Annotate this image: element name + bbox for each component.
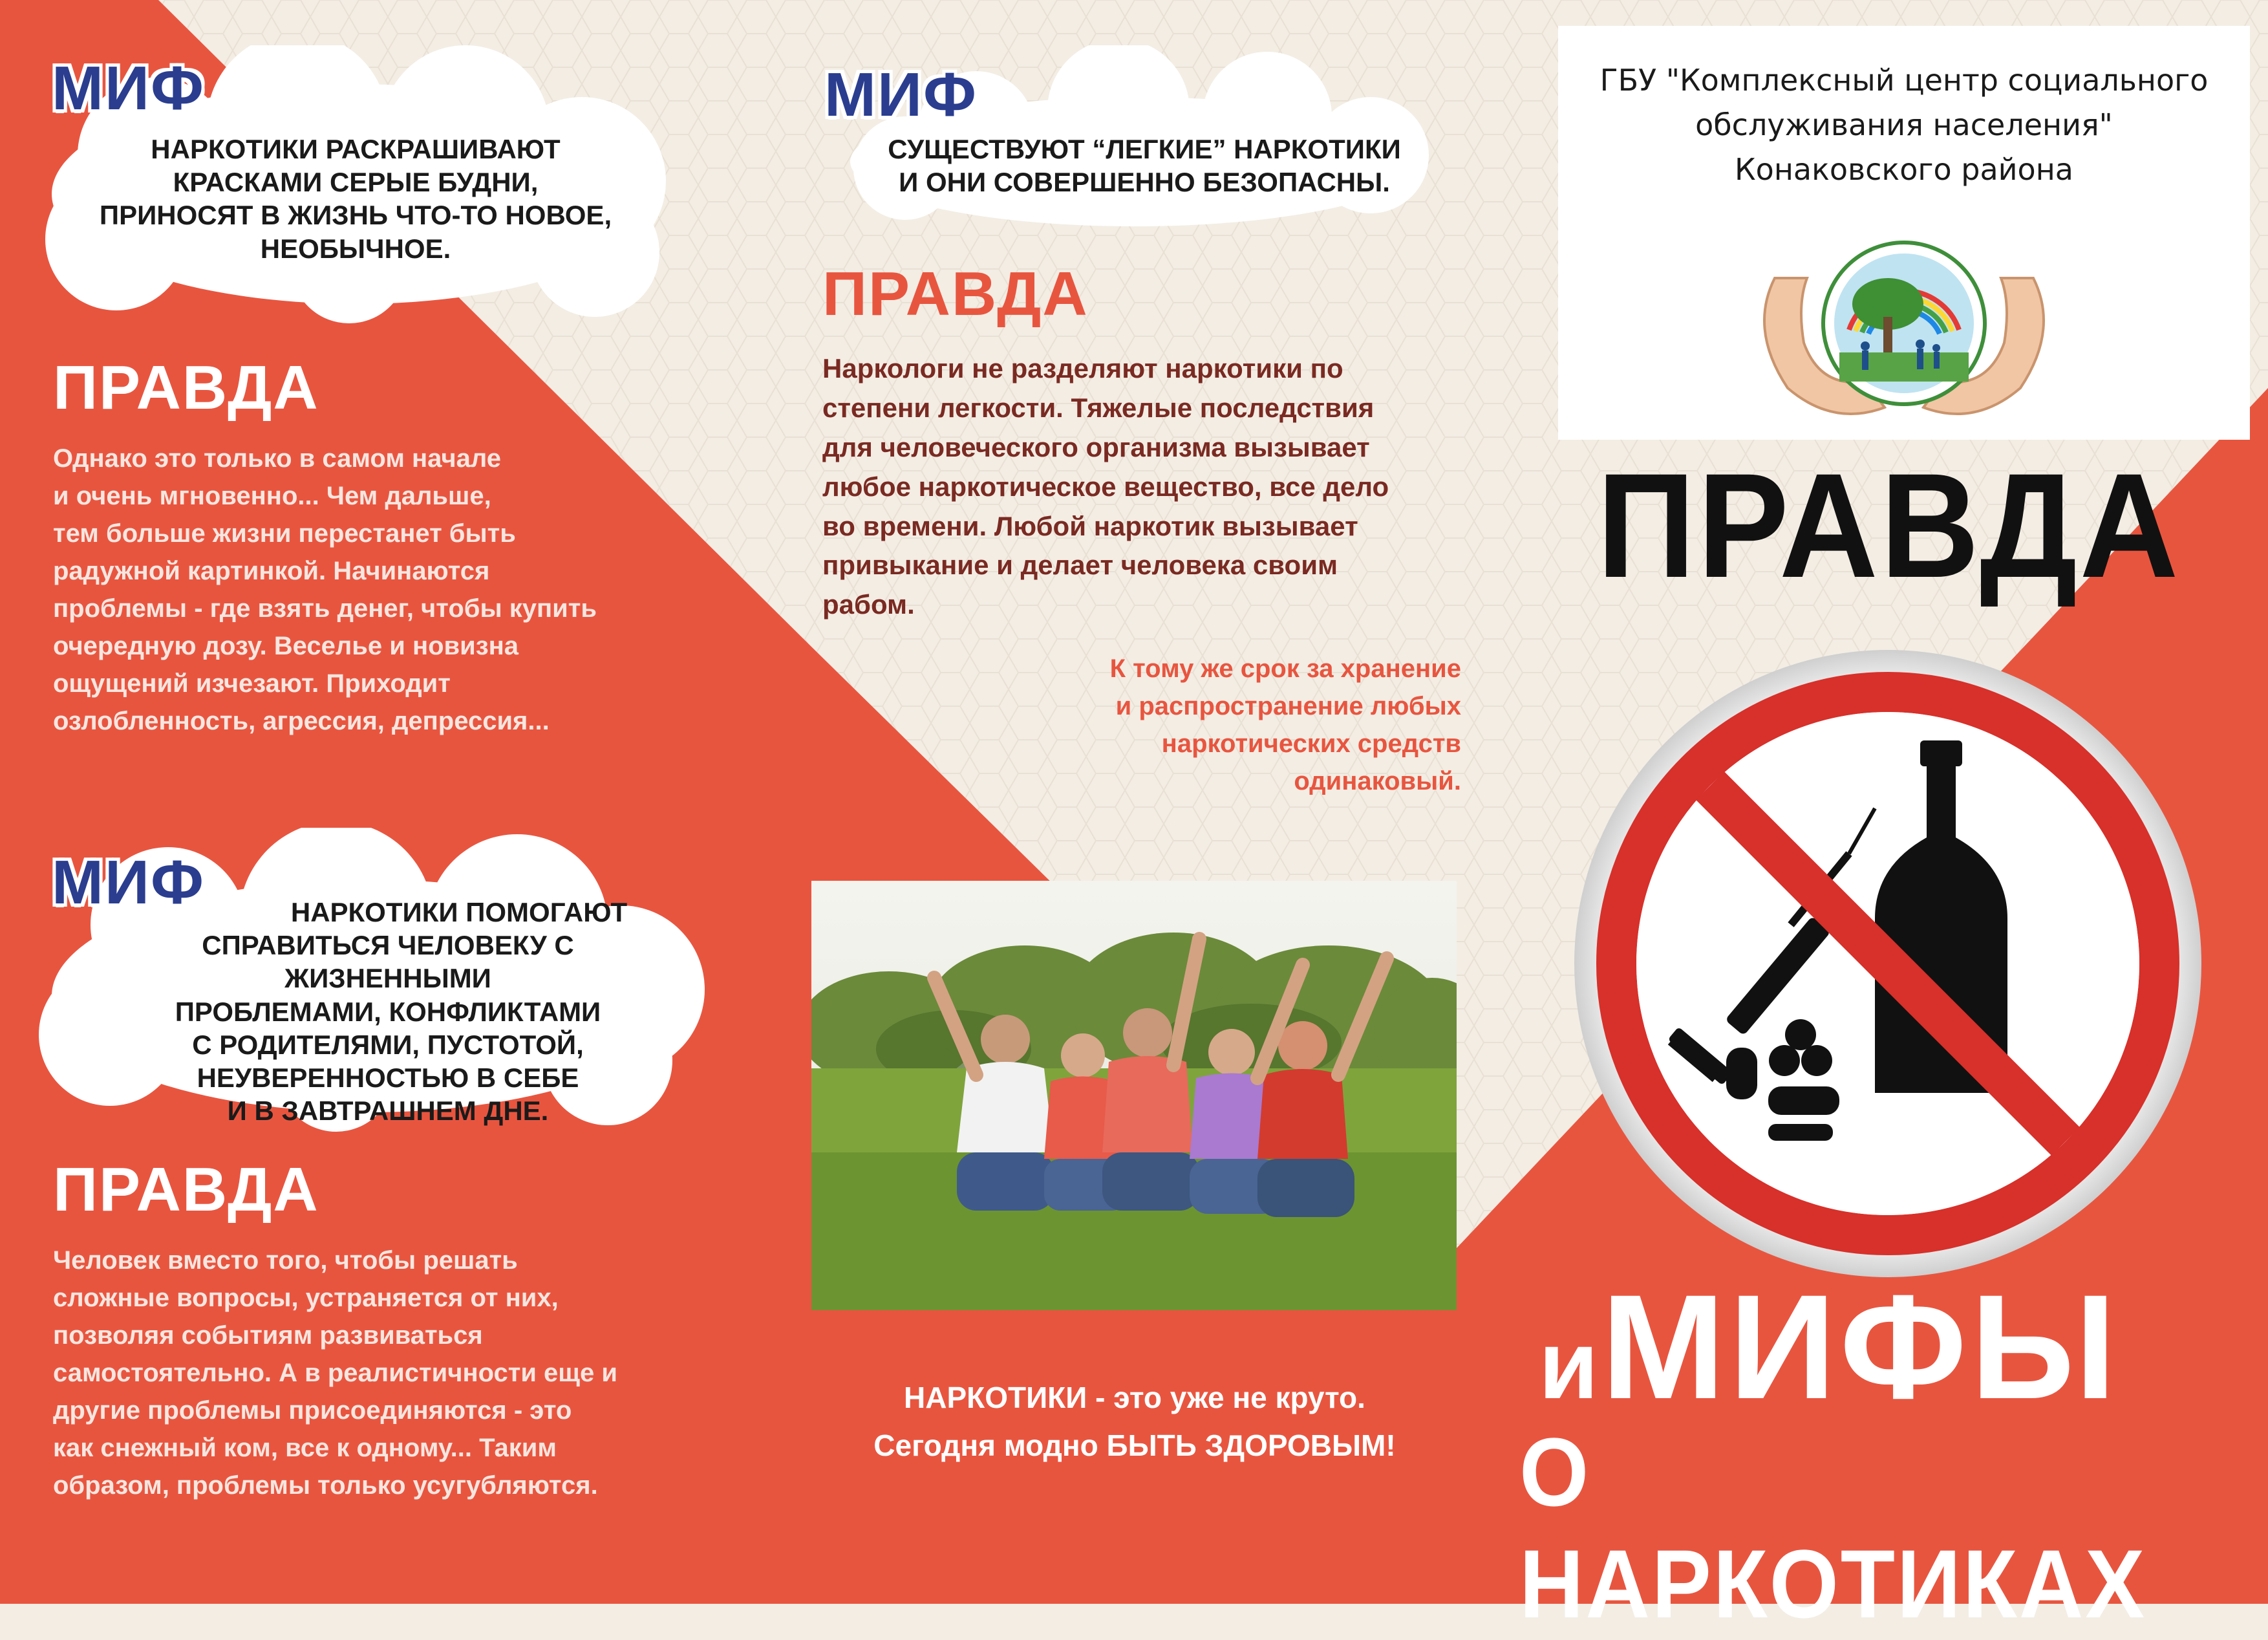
middle-truth-line: любое наркотическое вещество, все дело: [822, 471, 1389, 502]
title-and: и: [1539, 1310, 1599, 1419]
middle-truth-line: рабом.: [822, 589, 915, 620]
middle-truth-line: привыкание и делает человека своим: [822, 550, 1338, 581]
myth2-text: [97, 896, 679, 1128]
org-line: Конаковского района: [1735, 152, 2073, 187]
slogan-line: НАРКОТИКИ - это уже не круто.: [904, 1381, 1365, 1414]
truth2-line: как снежный ком, все к одному... Таким: [53, 1434, 557, 1462]
myth2-line: ПРОБЛЕМАМИ, КОНФЛИКТАМИ: [175, 996, 601, 1027]
middle-myth-label: МИФ: [824, 60, 978, 129]
penalty-note-line: одинаковый.: [1294, 767, 1461, 795]
middle-truth-line: Наркологи не разделяют наркотики по: [822, 353, 1343, 383]
penalty-note-line: и распространение любых: [1115, 692, 1461, 720]
truth1-line: озлобленность, агрессия, депрессия...: [53, 707, 550, 735]
myth2-label: МИФ: [52, 848, 205, 917]
org-line: обслуживания населения": [1695, 107, 2113, 142]
myth2-line: С РОДИТЕЛЯМИ, ПУСТОТОЙ,: [192, 1029, 584, 1060]
truth2-line: самостоятельно. А в реалистичности еще и: [53, 1359, 617, 1387]
middle-truth-line: степени легкости. Тяжелые последствия: [822, 392, 1375, 423]
myth1-text: [91, 133, 621, 265]
middle-myth-line: И ОНИ СОВЕРШЕННО БЕЗОПАСНЫ.: [899, 167, 1390, 198]
prohibition-sign-icon: [1571, 647, 2205, 1280]
healthy-slogan: [795, 1374, 1474, 1469]
truth2-text: [53, 1242, 777, 1504]
penalty-note-line: К тому же срок за хранение: [1109, 654, 1461, 683]
middle-myth-text: [866, 133, 1422, 199]
organization-box: [1558, 26, 2250, 440]
truth1-line: радужной картинкой. Начинаются: [53, 557, 490, 585]
penalty-note-line: наркотических средств: [1161, 729, 1461, 758]
hands-globe-logo-icon: [1736, 233, 2072, 427]
truth2-heading: ПРАВДА: [53, 1155, 319, 1224]
title-about-drugs: О НАРКОТИКАХ: [1519, 1418, 2146, 1638]
truth1-line: ощущений изчезают. Приходит: [53, 669, 451, 698]
middle-truth-line: во времени. Любой наркотик вызывает: [822, 510, 1358, 541]
truth1-line: тем больше жизни перестанет быть: [53, 519, 516, 548]
myth1-line: НЕОБЫЧНОЕ.: [260, 233, 451, 264]
truth2-line: другие проблемы присоединяются - это: [53, 1396, 572, 1425]
myth2-line: НЕУВЕРЕННОСТЬЮ В СЕБЕ: [197, 1063, 579, 1094]
middle-truth-text: [822, 349, 1443, 625]
middle-truth-line: для человеческого организма вызывает: [822, 431, 1370, 462]
truth1-line: Однако это только в самом начале: [53, 444, 502, 473]
myth1-line: ПРИНОСЯТ В ЖИЗНЬ ЧТО-ТО НОВОЕ,: [99, 200, 612, 231]
truth1-line: очередную дозу. Веселье и новизна: [53, 632, 519, 660]
truth1-line: и очень мгновенно... Чем дальше,: [53, 482, 491, 510]
slogan-line: Сегодня модно БЫТЬ ЗДОРОВЫМ!: [873, 1428, 1396, 1462]
title-and-myths: [1539, 1261, 2120, 1432]
truth1-text: [53, 440, 764, 740]
truth2-line: сложные вопросы, устраняется от них,: [53, 1284, 559, 1312]
myth2-line: НАРКОТИКИ ПОМОГАЮТ: [290, 897, 628, 927]
penalty-note: [970, 650, 1461, 800]
middle-truth-heading: ПРАВДА: [822, 259, 1089, 329]
truth1-heading: ПРАВДА: [53, 353, 319, 422]
myth2-line: И В ЗАВТРАШНЕМ ДНЕ.: [227, 1095, 549, 1127]
truth2-line: позволяя событиям развиваться: [53, 1321, 483, 1350]
myth1-label: МИФ: [52, 54, 205, 123]
org-line: ГБУ "Комплексный центр социального: [1599, 63, 2209, 98]
myth1-line: НАРКОТИКИ РАСКРАШИВАЮТ: [151, 134, 561, 164]
truth1-line: проблемы - где взять денег, чтобы купить: [53, 594, 597, 623]
truth2-line: образом, проблемы только усугубляются.: [53, 1471, 598, 1500]
truth2-line: Человек вместо того, чтобы решать: [53, 1246, 518, 1275]
myth1-line: КРАСКАМИ СЕРЫЕ БУДНИ,: [173, 167, 539, 198]
myth2-line: СПРАВИТЬСЯ ЧЕЛОВЕКУ С ЖИЗНЕННЫМИ: [202, 930, 574, 994]
title-myths: МИФЫ: [1601, 1264, 2121, 1430]
organization-name: [1558, 58, 2250, 192]
title-truth: ПРАВДА: [1597, 442, 2181, 609]
middle-myth-line: СУЩЕСТВУЮТ “ЛЕГКИЕ” НАРКОТИКИ: [888, 134, 1401, 164]
teens-photo: [811, 881, 1457, 1310]
